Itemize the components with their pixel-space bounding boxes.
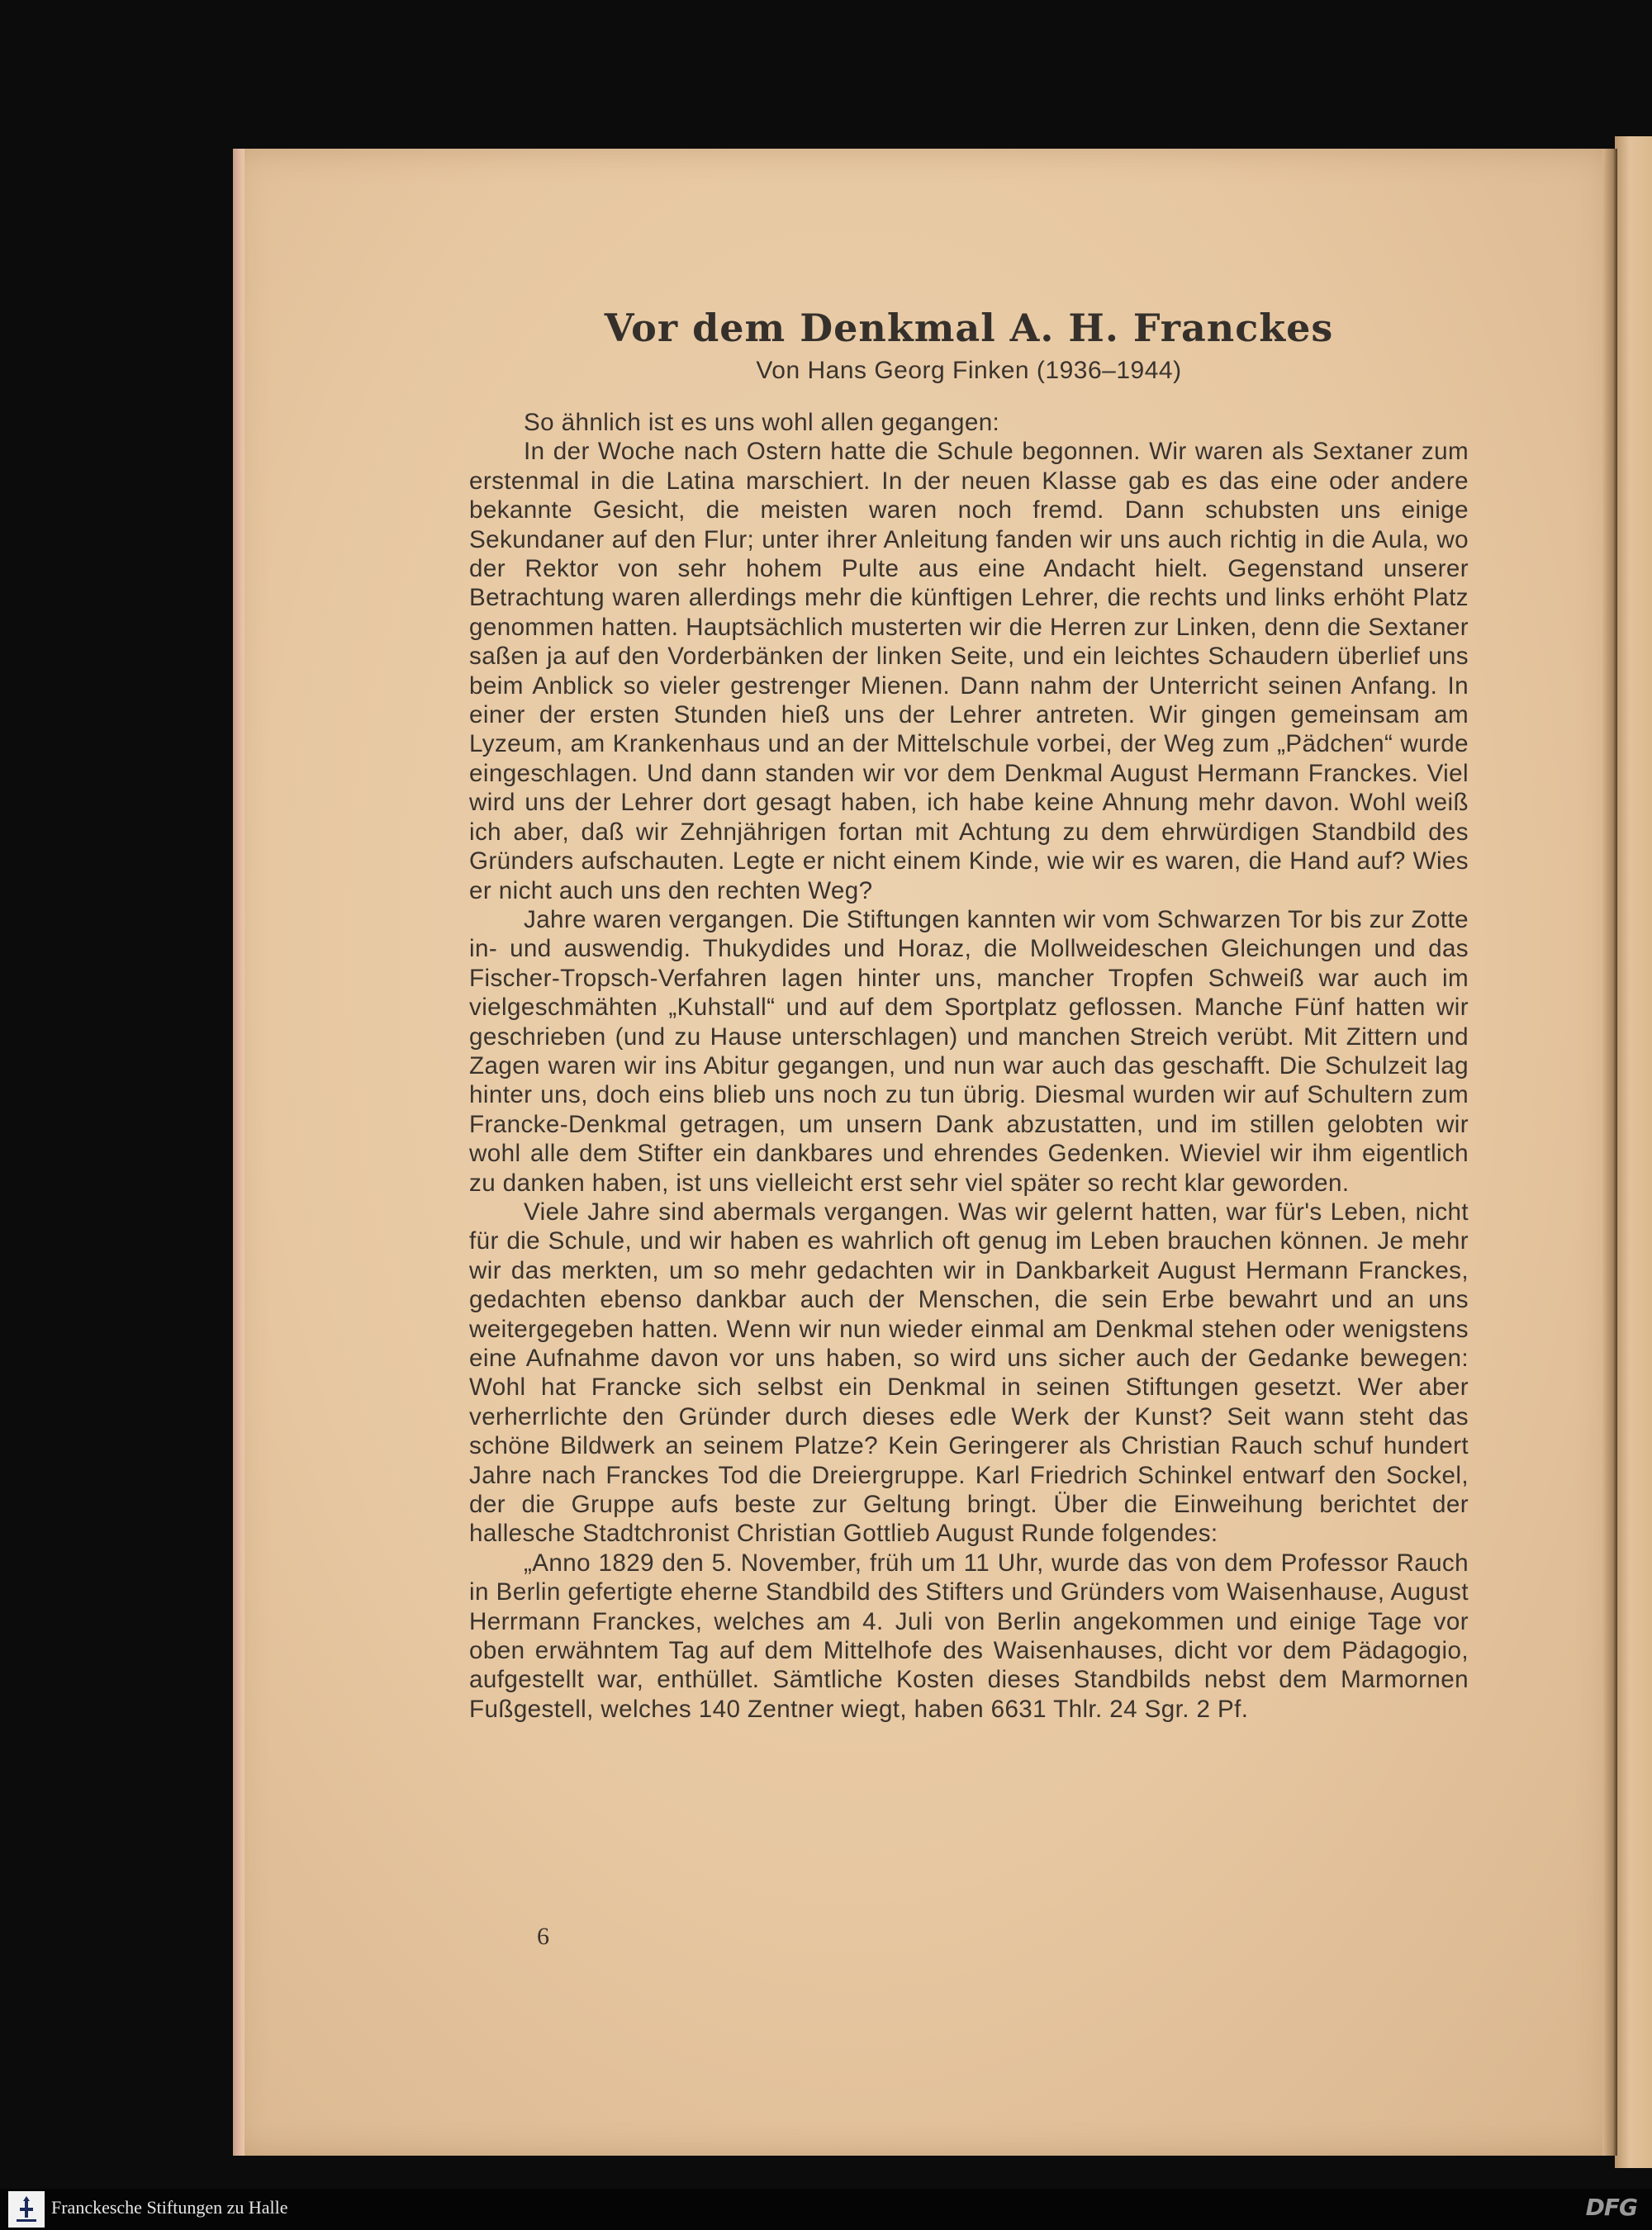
paragraph-intro: So ähnlich ist es uns wohl allen gegangen:: [524, 409, 1000, 436]
article-byline: Von Hans Georg Finken (1936–1944): [756, 357, 1182, 384]
institution-name: Franckesche Stiftungen zu Halle: [51, 2197, 288, 2218]
paragraph-2: Jahre waren vergangen. Die Stiftungen kannten wir vom Schwarzen Tor bis zur Zotte in- und auswendig. Thukydides und Horaz, die Mollweideschen Gleichungen und das Fischer-Tropsch-Verfahren lagen hinter uns, mancher Tropfen Schweiß war auch im vielgeschmähten „Kuhstall“ und auf dem Sportplatz geflossen. Manche Fünf hatten wir geschrieben (und zu Hause unterschlagen) und manchen Streich verübt. Mit Zittern und Zagen waren wir ins Abitur gegangen, und nun war auch das geschafft. Die Schulzeit lag hinter uns, doch eins blieb uns noch zu tun übrig. Diesmal wurden wir auf Schultern zum Francke-Denkmal getragen, um unsern Dank abzustatten, und im stillen gelobten wir wohl alle dem Stifter ein dankbares und ehrendes Gedenken. Wieviel wir ihm eigentlich zu danken haben, ist uns vielleicht erst sehr viel später so recht klar geworden.: [469, 905, 1469, 1197]
binding-gutter: [1602, 149, 1617, 2156]
paragraph-1: In der Woche nach Ostern hatte die Schule begonnen. Wir waren als Sextaner zum erstenmal in die Latina marschiert. In der neuen Klasse gab es das eine oder andere bekannte Gesicht, die meisten waren noch fremd. Dann schubsten uns einige Sekundaner auf den Flur; unter ihrer Anleitung fanden wir uns auch richtig in die Aula, wo der Rektor von sehr hohem Pulte aus eine Andacht hielt. Gegenstand unserer Betrachtung waren allerdings mehr die künftigen Lehrer, die rechts und links erhöht Platz genommen hatten. Hauptsächlich musterten wir die Herren zur Linken, denn die Sextaner saßen ja auf den Vorderbänken der linken Seite, und ein leichtes Schaudern überlief uns beim Anblick so vieler gestrenger Mienen. Dann nahm der Unterricht seinen Anfang. In einer der ersten Stunden hieß uns der Lehrer antreten. Wir gingen gemeinsam am Lyzeum, am Krankenhaus und an der Mittelschule vorbei, der Weg zum „Pädchen“ wurde eingeschlagen. Und dann standen wir vor dem Denkmal August Hermann Franckes. Viel wird uns der Lehrer dort gesagt haben, ich habe keine Ahnung mehr davon. Wohl weiß ich aber, daß wir Zehnjährigen fortan mit Achtung zu dem ehrwürdigen Standbild des Gründers aufschauten. Legte er nicht einem Kinde, wie wir es waren, die Hand auf? Wies er nicht auch uns den rechten Weg?: [469, 438, 1469, 904]
paragraph-quote: „Anno 1829 den 5. November, früh um 11 Uhr, wurde das von dem Professor Rauch in Berlin gefertigte eherne Standbild des Stifters und Gründers vom Waisenhause, August Herrmann Franckes, welches am 4. Juli von Berlin angekommen und einige Tage vor oben erwähntem Tag auf dem Mittelhofe des Waisenhauses, dicht vor dem Pädagogio, aufgestellt war, enthüllet. Sämtliche Kosten dieses Standbilds nebst dem Marmornen Fußgestell, welches 140 Zentner wiegt, haben 6631 Thlr. 24 Sgr. 2 Pf.: [469, 1549, 1469, 1723]
paragraph-3: Viele Jahre sind abermals vergangen. Was wir gelernt hatten, war für's Leben, nicht für die Schule, und wir haben es wahrlich oft genug im Leben brauchen können. Je mehr wir das merkten, um so mehr gedachten wir in Dankbarkeit August Hermann Franckes, gedachten ebenso dankbar auch der Menschen, die sein Erbe bewahrt und an uns weitergegeben hatten. Wenn wir nun wieder einmal am Denkmal stehen oder wenigstens eine Aufnahme davon vor uns haben, so wird uns sicher auch der Gedanke bewegen: Wohl hat Francke sich selbst ein Denkmal in seinen Stiftungen gesetzt. Wer aber verherrlichte den Gründer durch dieses edle Werk der Kunst? Seit wann steht das schöne Bildwerk an seinem Platze? Kein Geringerer als Christian Rauch schuf hundert Jahre nach Franckes Tod die Dreiergruppe. Karl Friedrich Schinkel entwarf den Sockel, der die Gruppe aufs beste zur Geltung bringt. Über die Einweihung berichtet der hallesche Stadtchronist Christian Gottlieb August Runde folgendes:: [469, 1198, 1469, 1548]
institution-logo-icon: [8, 2191, 45, 2228]
facing-page-edge: [1615, 136, 1652, 2168]
article: [469, 306, 1469, 1724]
article-title: Vor dem Denkmal A. H. Franckes: [604, 306, 1334, 350]
page-left-edge: [233, 149, 244, 2156]
dfg-logo: DFG: [1585, 2194, 1637, 2221]
page-number: 6: [537, 1923, 549, 1950]
